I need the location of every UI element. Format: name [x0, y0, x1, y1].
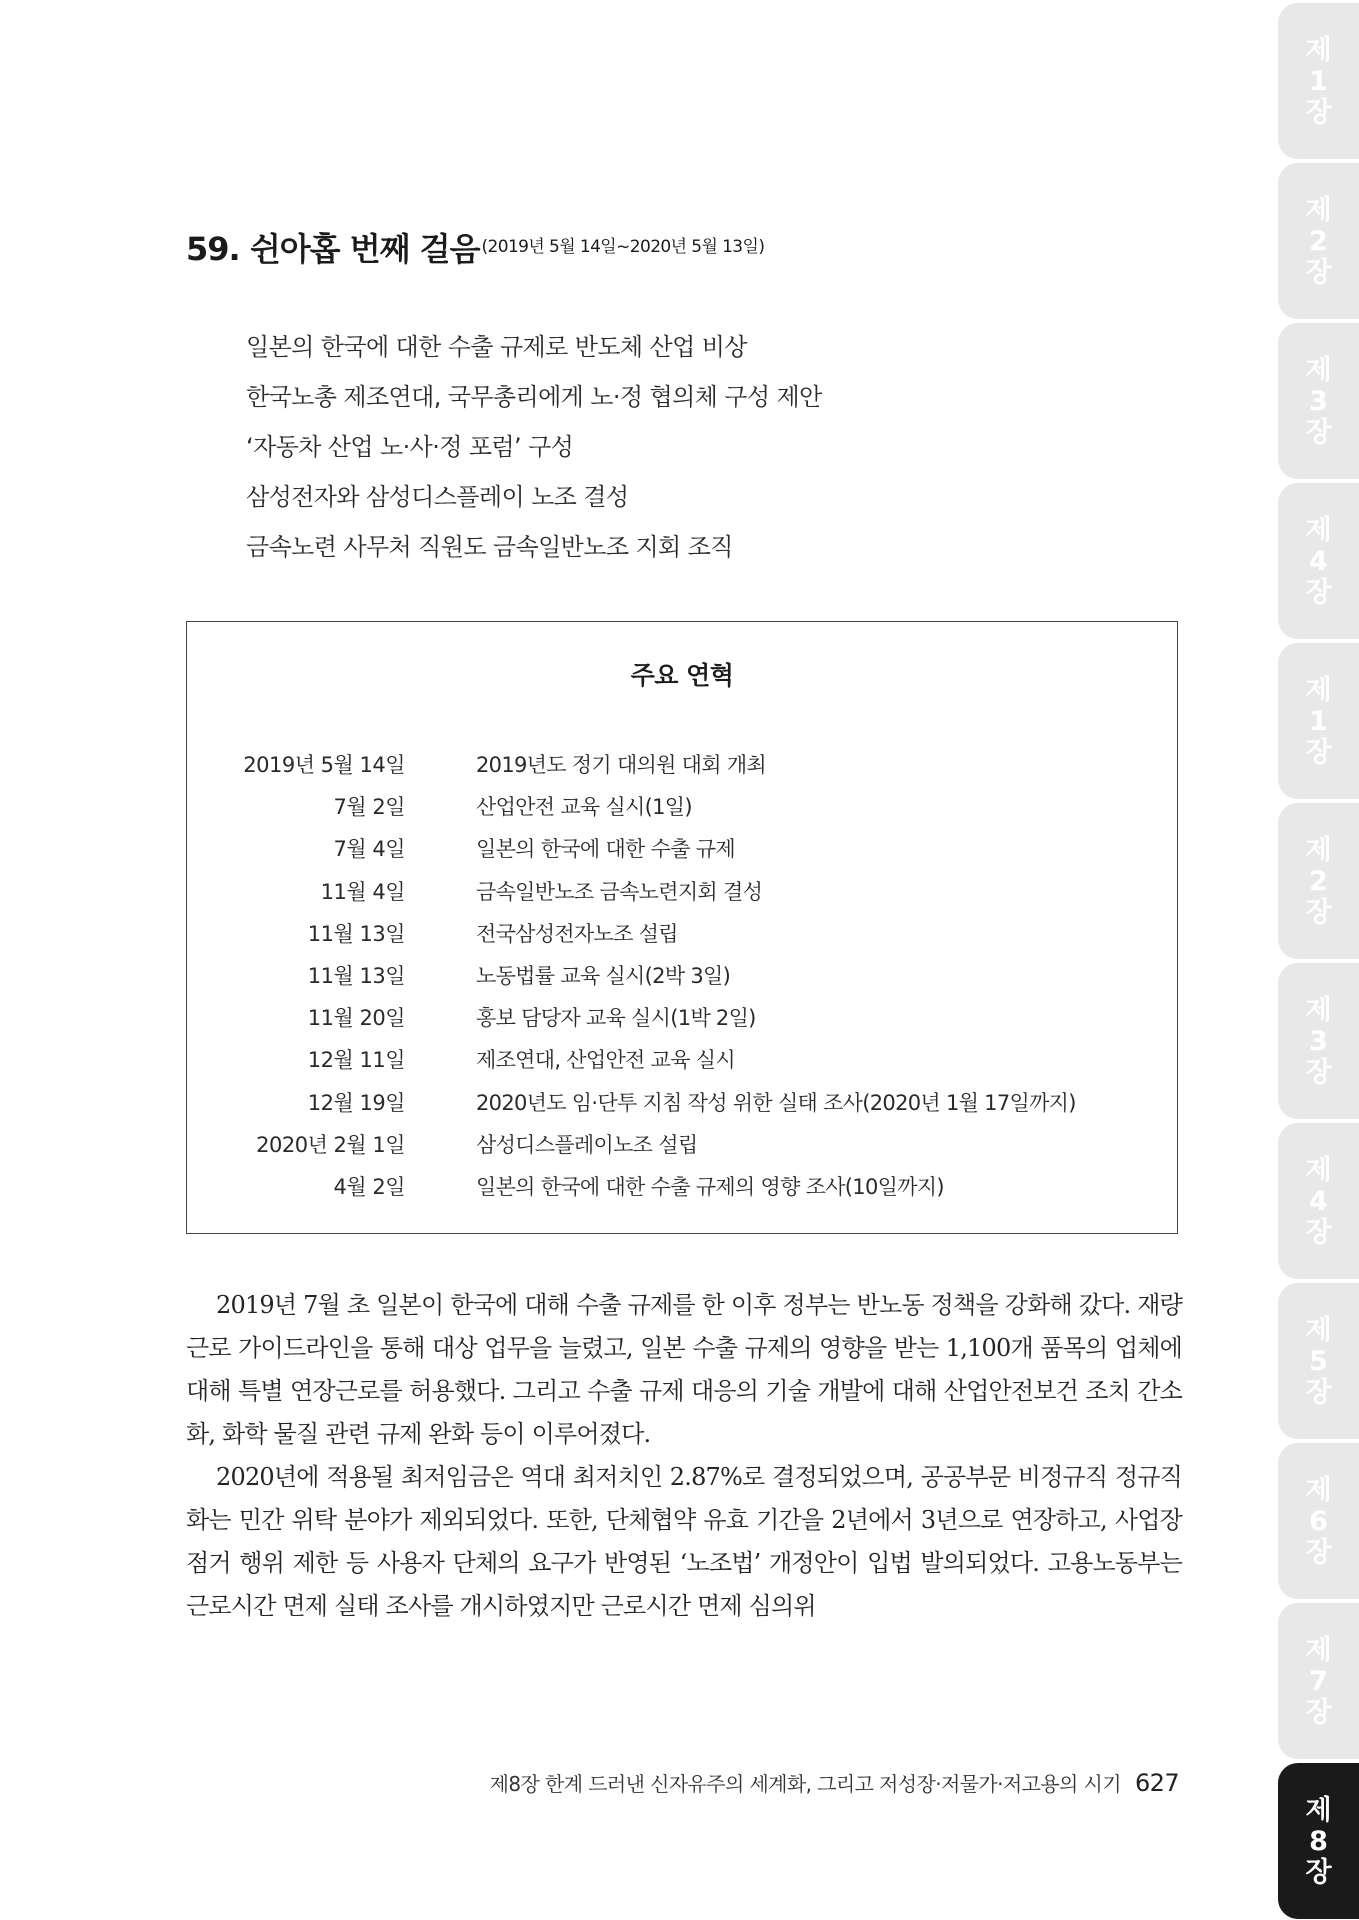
history-date: 4월 2일	[333, 1174, 405, 1199]
history-row	[187, 1166, 1177, 1208]
tab-line: 장	[1305, 896, 1332, 928]
history-row	[187, 744, 1177, 786]
tab-line: 제	[1305, 34, 1332, 66]
history-event: 산업안전 교육 실시(1일)	[476, 795, 692, 820]
history-row	[187, 828, 1177, 870]
history-row	[187, 997, 1177, 1039]
history-date: 2019년 5월 14일	[243, 753, 405, 777]
summary-list	[246, 322, 822, 572]
chapter-tab-4[interactable]	[1278, 483, 1359, 639]
tab-line: 제	[1305, 1154, 1332, 1186]
tab-line: 장	[1305, 1856, 1332, 1888]
history-date: 12월 11일	[307, 1048, 405, 1073]
history-date: 12월 19일	[307, 1090, 405, 1115]
summary-item: 일본의 한국에 대한 수출 규제로 반도체 산업 비상	[246, 333, 747, 361]
history-date: 11월 13일	[307, 963, 405, 988]
tab-line: 장	[1305, 1056, 1332, 1088]
tab-line: 장	[1305, 1216, 1332, 1248]
body-paragraph: 2020년에 적용될 최저임금은 역대 최저치인 2.87%로 결정되었으며, 공공부문 비정규직 정규직화는 민간 위탁 분야가 제외되었다. 또한, 단체협약 유효 기간을 2년에서 3년으로 연장하고, 사업장 점거 행위 제한 등 사용자 단체의 요구가 반영된 ‘노조법’ 개정안이 입법 발의되었다. 고용노동부는 근로시간 면제 실태 조사를 개시하였지만 근로시간 면제 심의위	[186, 1463, 1182, 1620]
history-row	[187, 786, 1177, 828]
chapter-tab-7[interactable]	[1278, 963, 1359, 1119]
tab-line: 1	[1309, 65, 1328, 97]
summary-item: 삼성전자와 삼성디스플레이 노조 결성	[246, 483, 629, 511]
tab-line: 장	[1305, 1536, 1332, 1568]
history-box	[186, 621, 1178, 1234]
tab-line: 제	[1305, 1474, 1332, 1506]
tab-line: 8	[1309, 1825, 1328, 1857]
history-event: 일본의 한국에 대한 수출 규제	[476, 837, 735, 862]
tab-line: 제	[1305, 1314, 1332, 1346]
tab-line: 6	[1309, 1505, 1328, 1537]
tab-line: 장	[1305, 256, 1332, 288]
summary-item: ‘자동차 산업 노·사·정 포럼’ 구성	[246, 433, 574, 461]
tab-line: 2	[1309, 865, 1328, 897]
chapter-tab-2[interactable]	[1278, 163, 1359, 319]
history-event: 전국삼성전자노조 설립	[476, 921, 678, 946]
history-event: 2020년도 임·단투 지침 작성 위한 실태 조사(2020년 1월 17일까지)	[476, 1090, 1076, 1115]
tab-line: 3	[1309, 385, 1328, 417]
tab-line: 제	[1305, 674, 1332, 706]
chapter-tab-3[interactable]	[1278, 323, 1359, 479]
history-event: 금속일반노조 금속노련지회 결성	[476, 879, 763, 904]
page-number: 627	[1134, 1769, 1179, 1797]
chapter-tab-10[interactable]	[1278, 1443, 1359, 1599]
tab-line: 장	[1305, 416, 1332, 448]
history-event: 홍보 담당자 교육 실시(1박 2일)	[476, 1006, 756, 1031]
chapter-tab-8[interactable]	[1278, 1123, 1359, 1279]
history-date: 2020년 2월 1일	[256, 1132, 405, 1157]
page-footer	[490, 1768, 1179, 1797]
tab-line: 장	[1305, 1376, 1332, 1408]
tab-line: 제	[1305, 354, 1332, 386]
body-paragraph: 2019년 7월 초 일본이 한국에 대해 수출 규제를 한 이후 정부는 반노동 정책을 강화해 갔다. 재량근로 가이드라인을 통해 대상 업무을 늘렸고, 일본 수출 규제의 영향을 받는 1,100개 품목의 업체에 대해 특별 연장근로를 허용했다. 그리고 수출 규제 대응의 기술 개발에 대해 산업안전보건 조치 간소화, 화학 물질 관련 규제 완화 등이 이루어졌다.	[186, 1291, 1182, 1448]
tab-line: 5	[1309, 1345, 1328, 1377]
history-date: 7월 2일	[333, 795, 405, 820]
tab-line: 4	[1309, 1185, 1328, 1217]
tab-line: 장	[1305, 96, 1332, 128]
tab-line: 제	[1305, 194, 1332, 226]
history-date: 7월 4일	[333, 837, 405, 862]
tab-line: 4	[1309, 545, 1328, 577]
history-event: 노동법률 교육 실시(2박 3일)	[476, 963, 731, 988]
chapter-tab-5[interactable]	[1278, 643, 1359, 799]
running-footer-chapter: 제8장 한계 드러낸 신자유주의 세계화, 그리고 저성장·저물가·저고용의 시기	[489, 1772, 1121, 1796]
history-date: 11월 13일	[307, 921, 405, 946]
chapter-side-tabs	[1278, 0, 1359, 1920]
section-date-range: (2019년 5월 14일~2020년 5월 13일)	[481, 237, 765, 257]
tab-line: 제	[1305, 1634, 1332, 1666]
tab-line: 제	[1305, 1794, 1332, 1826]
body-text	[186, 1284, 1182, 1628]
history-row	[187, 1124, 1177, 1166]
history-event: 제조연대, 산업안전 교육 실시	[476, 1048, 735, 1073]
history-event: 2019년도 정기 대의원 대회 개최	[476, 753, 766, 777]
history-event: 삼성디스플레이노조 설립	[476, 1132, 698, 1157]
chapter-tab-12-active[interactable]	[1278, 1763, 1359, 1919]
section-title	[186, 224, 764, 270]
tab-line: 제	[1305, 994, 1332, 1026]
summary-item: 한국노총 제조연대, 국무총리에게 노·정 협의체 구성 제안	[246, 383, 822, 411]
chapter-tab-9[interactable]	[1278, 1283, 1359, 1439]
history-row	[187, 955, 1177, 997]
history-row	[187, 871, 1177, 913]
summary-item: 금속노련 사무처 직원도 금속일반노조 지회 조직	[246, 533, 733, 561]
tab-line: 2	[1309, 225, 1328, 257]
tab-line: 장	[1305, 1696, 1332, 1728]
history-date: 11월 4일	[320, 879, 405, 904]
tab-line: 제	[1305, 514, 1332, 546]
tab-line: 3	[1309, 1025, 1328, 1057]
tab-line: 제	[1305, 834, 1332, 866]
section-title-text: 59. 쉰아홉 번째 걸음	[186, 230, 480, 268]
history-rows	[187, 744, 1177, 1208]
history-title: 주요 연혁	[630, 661, 734, 690]
chapter-tab-1[interactable]	[1278, 3, 1359, 159]
tab-line: 장	[1305, 736, 1332, 768]
history-row	[187, 913, 1177, 955]
chapter-tab-6[interactable]	[1278, 803, 1359, 959]
tab-line: 장	[1305, 576, 1332, 608]
history-row	[187, 1039, 1177, 1081]
history-row	[187, 1082, 1177, 1124]
chapter-tab-11[interactable]	[1278, 1603, 1359, 1759]
history-event: 일본의 한국에 대한 수출 규제의 영향 조사(10일까지)	[476, 1174, 944, 1199]
tab-line: 7	[1309, 1665, 1328, 1697]
tab-line: 1	[1309, 705, 1328, 737]
history-date: 11월 20일	[307, 1006, 405, 1031]
